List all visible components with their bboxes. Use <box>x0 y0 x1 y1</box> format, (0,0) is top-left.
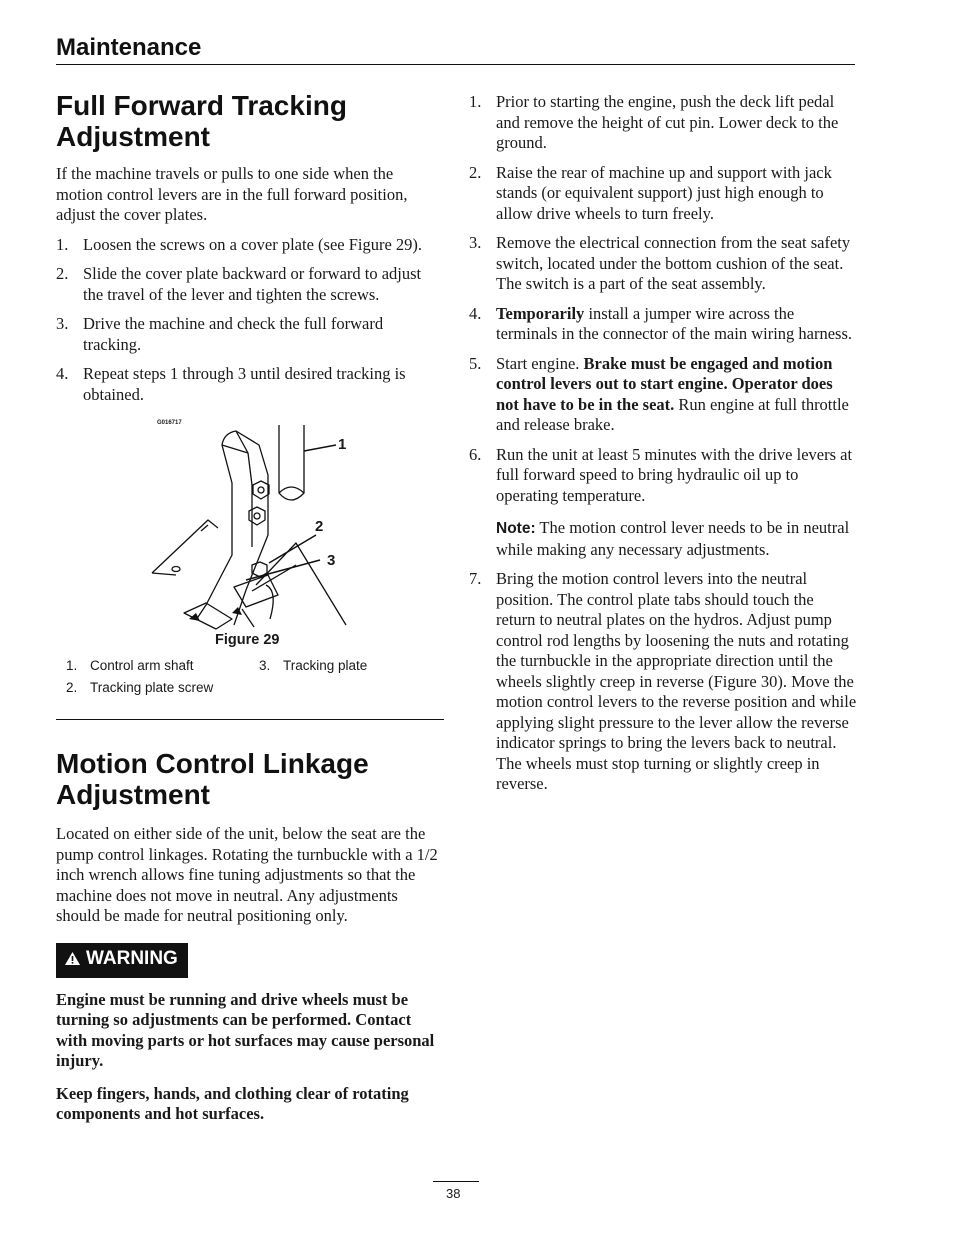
step-text: Raise the rear of machine up and support with jack stands (or equivalent support) just high enough to allow drive wheels to turn freely. <box>496 162 832 223</box>
section-header: Maintenance <box>56 34 202 61</box>
linkage-title-line1: Motion Control Linkage <box>56 748 369 779</box>
step-number: 5. <box>469 353 482 373</box>
warning-paragraph-2: Keep fingers, hands, and clothing clear of rotating components and hot surfaces. <box>56 1083 409 1123</box>
step-text: Drive the machine and check the full forward tracking. <box>83 314 384 354</box>
step-emphasis: Temporarily <box>496 303 585 323</box>
tracking-intro: If the machine travels or pulls to one side when the motion control levers are in the full forward position, adjust the cover plates. <box>56 164 408 224</box>
step-text: Run engine at full throttle and release brake. <box>496 394 849 434</box>
legend-label: Control arm shaft <box>90 658 194 673</box>
header-rule <box>56 64 855 65</box>
note-label: Note: <box>496 520 536 537</box>
warning-label <box>56 943 188 978</box>
step-number: 1. <box>56 234 69 254</box>
warning-text: WARNING <box>86 947 178 969</box>
linkage-title-line2: Adjustment <box>56 779 210 810</box>
step-text: install a jumper wire across the terminals in the connector of the main wiring harness. <box>496 303 853 343</box>
figure-callout: 2 <box>315 518 324 535</box>
figure-29 <box>56 415 444 655</box>
step-number: 4. <box>56 364 69 383</box>
tracking-steps <box>56 235 444 406</box>
tracking-title <box>56 90 444 152</box>
legend-label: Tracking plate screw <box>90 680 214 695</box>
list-item <box>56 264 444 305</box>
step-text: Run the unit at least 5 minutes with the drive levers at full forward speed to bring hydraulic oil up to operating temperature. <box>496 444 853 505</box>
linkage-title <box>56 748 444 810</box>
step-number: 3. <box>56 314 69 333</box>
step-number: 2. <box>56 264 69 283</box>
step-number: 7. <box>469 569 482 588</box>
step-text: Bring the motion control levers into the neutral position. The control plate tabs should touch the return to neutral plates on the hydros. Adjust pump control rod lengths by loosening the nuts and rotating the turnbuckle in the appropriate direction until the wheels slightly creep in reverse (Figure 30). Move the motion control levers to the reverse position and while applying slight pressure to the lever allow the reverse indicator springs to bring the levers back to neutral. The wheels must stop turning or slightly creep in reverse. <box>496 569 857 793</box>
list-item <box>56 235 444 256</box>
list-item <box>469 354 857 436</box>
warning-paragraph-1: Engine must be running and drive wheels must be turning so adjustments can be performed. Contact with moving parts or hot surfaces may cause personal injury. <box>56 989 435 1070</box>
step-text: Slide the cover plate backward or forward to adjust the travel of the lever and tighten the screws. <box>83 264 422 304</box>
step-emphasis: Brake must be engaged and motion control levers out to start engine. Operator does not have to be in the seat. <box>496 353 833 414</box>
step-number: 4. <box>469 303 482 323</box>
page-number: 38 <box>446 1186 461 1201</box>
linkage-steps <box>469 92 857 795</box>
list-item <box>469 445 857 561</box>
step-text: Start engine. <box>496 353 584 373</box>
section-divider <box>56 719 444 720</box>
right-column <box>469 92 857 795</box>
legend-number: 2. <box>66 680 78 695</box>
warning-triangle-icon <box>64 950 81 972</box>
step-text: Prior to starting the engine, push the deck lift pedal and remove the height of cut pin. Lower deck to the ground. <box>496 92 839 152</box>
tracking-title-line2: Adjustment <box>56 121 210 152</box>
legend-item <box>66 655 194 677</box>
list-item <box>469 304 857 345</box>
note <box>496 518 857 560</box>
figure-callout: 3 <box>327 552 336 569</box>
step-text: Remove the electrical connection from the seat safety switch, located under the bottom cushion of the seat. The switch is a part of the seat assembly. <box>496 233 851 293</box>
legend-number: 1. <box>66 658 78 673</box>
list-item <box>469 92 857 154</box>
list-item <box>56 364 444 405</box>
step-number: 1. <box>469 92 482 111</box>
step-number: 2. <box>469 162 482 182</box>
tracking-title-line1: Full Forward Tracking <box>56 90 347 121</box>
list-item <box>469 233 857 295</box>
left-column <box>56 90 444 1125</box>
legend-item <box>259 655 367 677</box>
figure-callout: 1 <box>338 436 347 453</box>
legend-item <box>66 677 213 699</box>
step-text: Repeat steps 1 through 3 until desired tracking is obtained. <box>83 364 406 404</box>
step-number: 3. <box>469 233 482 252</box>
list-item <box>469 163 857 225</box>
step-text: Loosen the screws on a cover plate (see Figure 29). <box>83 234 423 254</box>
step-number: 6. <box>469 444 482 464</box>
footer-rule <box>433 1181 479 1182</box>
list-item <box>469 569 857 795</box>
figure-caption: Figure 29 <box>215 632 280 648</box>
figure-legend <box>56 655 444 699</box>
tracking-plate-illustration <box>56 415 444 630</box>
legend-number: 3. <box>259 658 271 673</box>
list-item <box>56 314 444 355</box>
figure-id: G016717 <box>157 420 182 426</box>
note-text: The motion control lever needs to be in neutral while making any necessary adjustments. <box>496 518 850 559</box>
legend-label: Tracking plate <box>283 658 368 673</box>
linkage-intro: Located on either side of the unit, below the seat are the pump control linkages. Rotating the turnbuckle with a 1/2 inch wrench allows fine tuning adjustments so that the machine does not move in neutral. Any adjustments should be made for neutral positioning only. <box>56 824 438 925</box>
